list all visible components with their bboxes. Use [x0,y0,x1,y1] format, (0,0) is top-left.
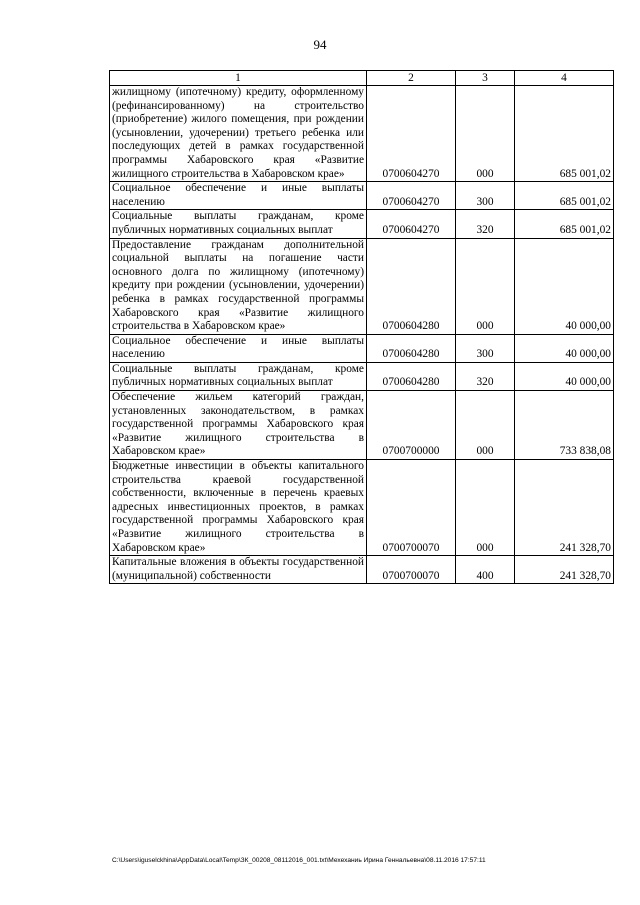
table-row [110,210,614,238]
row-code-cell: 0700604270 [367,86,456,182]
row-type-cell: 400 [456,556,515,584]
row-code-cell: 0700604270 [367,182,456,210]
row-name-cell: жилищному (ипотечному) кредиту, оформленному (рефинансированному) на строительство (приобретение) жилого помещения, при рождении (усыновлении, удочерении) третьего ребенка или последующих детей в рамках государственной программы Хабаровского края «Развитие жилищного строительства в Хабаровском крае» [110,86,367,182]
row-amount-cell: 685 001,02 [515,86,614,182]
row-amount-cell: 685 001,02 [515,182,614,210]
row-amount-cell: 40 000,00 [515,238,614,334]
row-code-cell: 0700700000 [367,391,456,460]
table-row [110,182,614,210]
row-code-cell: 0700604270 [367,210,456,238]
row-amount-cell: 733 838,08 [515,391,614,460]
row-amount-cell: 40 000,00 [515,362,614,390]
row-name-cell: Социальные выплаты гражданам, кроме публичных нормативных социальных выплат [110,210,367,238]
table-row [110,86,614,182]
row-type-cell: 000 [456,86,515,182]
table-row [110,362,614,390]
row-type-cell: 320 [456,210,515,238]
header-col-1: 1 [110,71,367,86]
header-col-2: 2 [367,71,456,86]
file-path-footer: C:\Users\iguselckhina\AppData\Local\Temp\ЗК_00208_08112016_001.txt\Мехеханиь Ирина Геннальевна\08.11.2016 17:57:11 [112,857,486,864]
row-name-cell: Обеспечение жильем категорий граждан, установленных законодательством, в рамках государственной программы Хабаровского края «Развитие жилищного строительства в Хабаровском крае» [110,391,367,460]
row-amount-cell: 40 000,00 [515,334,614,362]
row-type-cell: 300 [456,182,515,210]
budget-table [109,70,614,584]
row-code-cell: 0700700070 [367,556,456,584]
table-row [110,460,614,556]
row-code-cell: 0700604280 [367,334,456,362]
row-amount-cell: 241 328,70 [515,556,614,584]
row-amount-cell: 241 328,70 [515,460,614,556]
table-row [110,391,614,460]
table-row [110,334,614,362]
row-amount-cell: 685 001,02 [515,210,614,238]
row-name-cell: Социальные выплаты гражданам, кроме публичных нормативных социальных выплат [110,362,367,390]
row-name-cell: Социальное обеспечение и иные выплаты населению [110,334,367,362]
row-type-cell: 320 [456,362,515,390]
row-code-cell: 0700604280 [367,362,456,390]
table-header-row [110,71,614,86]
row-name-cell: Предоставление гражданам дополнительной социальной выплаты на погашение части основного долга по жилищному (ипотечному) кредиту при рождении (усыновлении, удочерении) ребенка в рамках государственной программы Хабаровского края «Развитие жилищного строительства в Хабаровском крае» [110,238,367,334]
row-name-cell: Социальное обеспечение и иные выплаты населению [110,182,367,210]
row-code-cell: 0700604280 [367,238,456,334]
row-type-cell: 300 [456,334,515,362]
row-code-cell: 0700700070 [367,460,456,556]
header-col-4: 4 [515,71,614,86]
table-row [110,556,614,584]
row-name-cell: Бюджетные инвестиции в объекты капитального строительства краевой государственной собственности, включенные в перечень краевых адресных инвестиционных проектов, в рамках государственной программы Хабаровского края «Развитие жилищного строительства в Хабаровском крае» [110,460,367,556]
row-type-cell: 000 [456,238,515,334]
header-col-3: 3 [456,71,515,86]
row-type-cell: 000 [456,460,515,556]
table-row [110,238,614,334]
page-number: 94 [313,37,327,52]
row-name-cell: Капитальные вложения в объекты государственной (муниципальной) собственности [110,556,367,584]
row-type-cell: 000 [456,391,515,460]
